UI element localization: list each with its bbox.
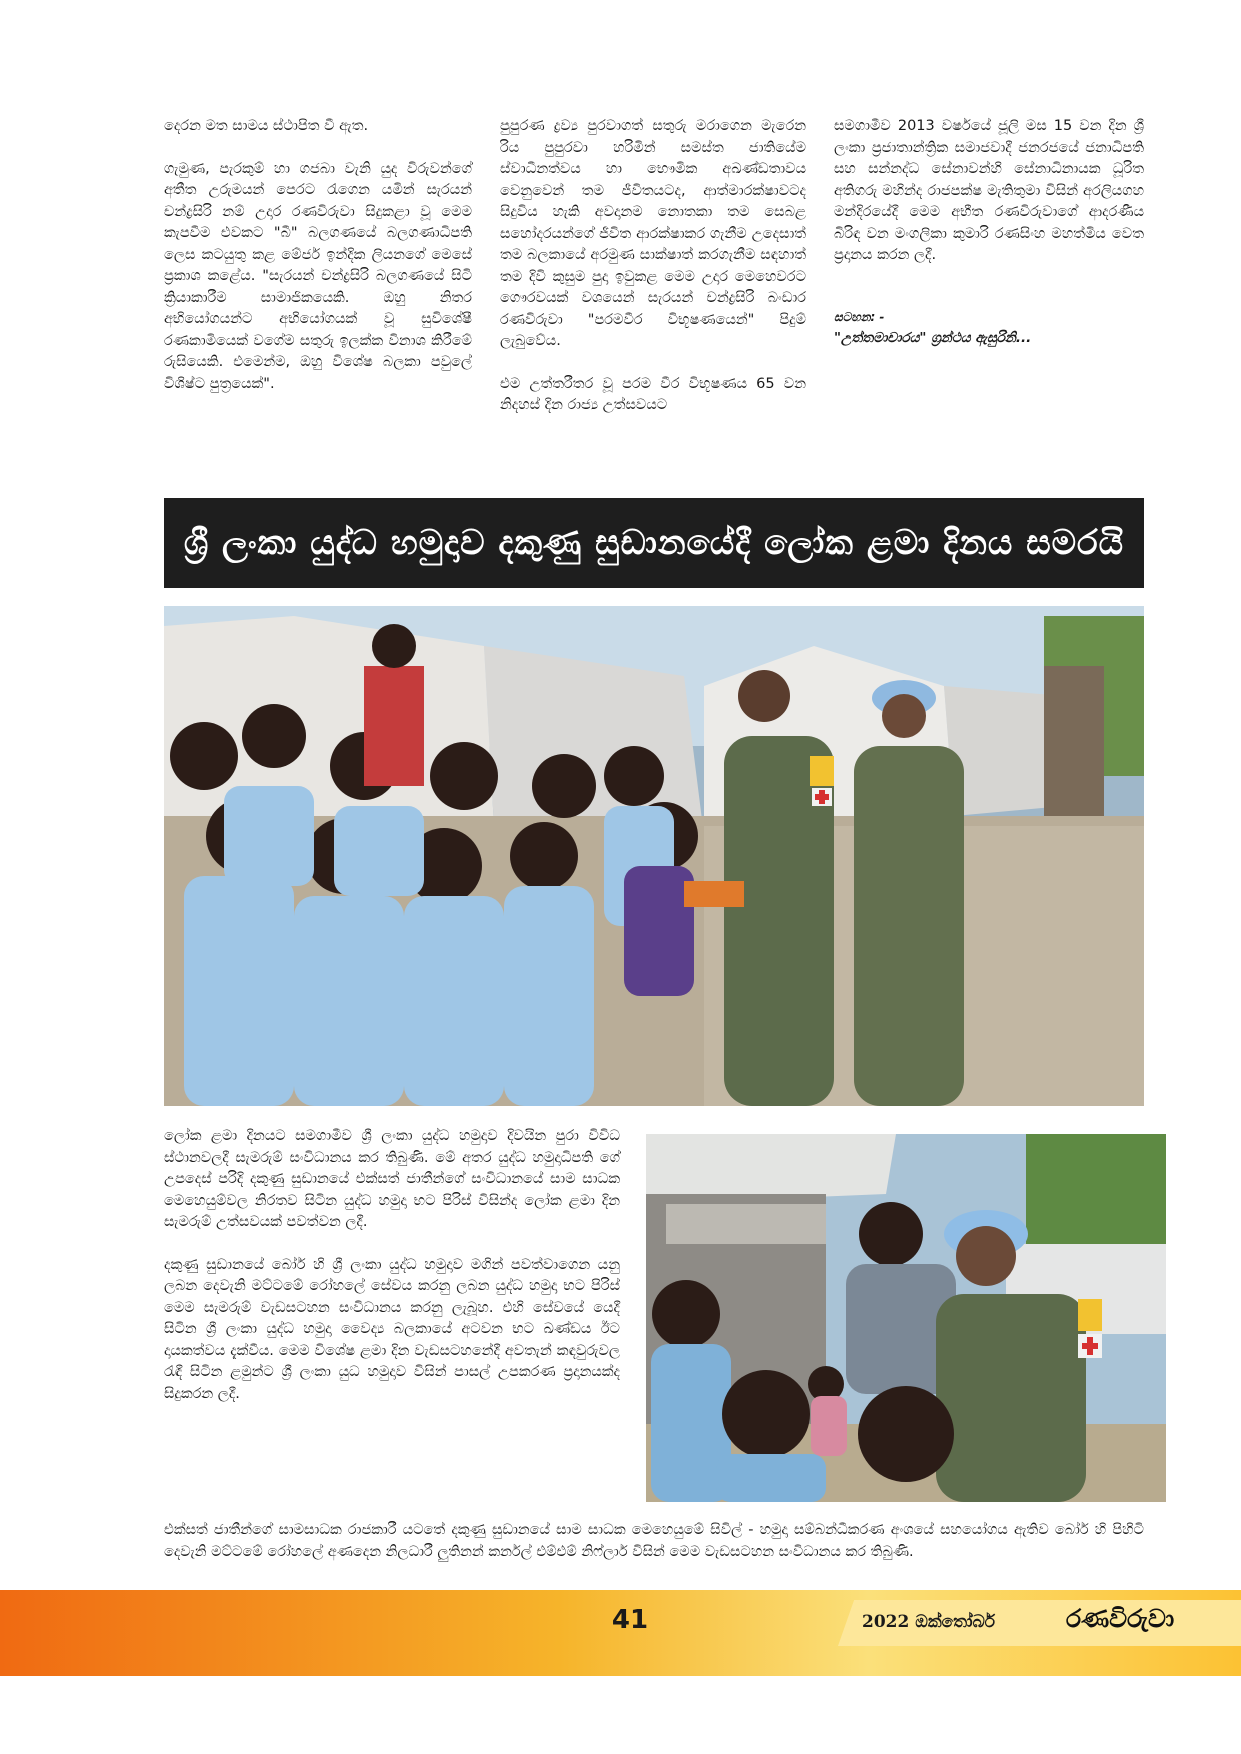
column-2-paragraph-2: එම උත්තරීතර වූ පරම වීර විභූෂණය 65 වන නිදහස් දින රාජ්‍ය උත්සවයට [500,375,806,413]
issue-date: 2022 ඔක්තෝබර් [862,1612,996,1632]
main-photo-children-receiving-gifts [164,606,1144,1106]
source-label: සටහන: - [834,309,885,324]
headline: ශ්‍රී ලංකා යුද්ධ හමුදාව දකුණු සුඩානයේදී ලෝක ළමා දිනය සමරයි [183,523,1125,563]
lower-paragraph-2: දකුණු සුඩානයේ බෝර් හි ශ්‍රී ලංකා යුද්ධ හමුදාව මගින් පවත්වාගෙන යනු ලබන දෙවැනි මට්ටමේ රෝහලේ සේවය කරනු ලබන යුද්ධ හමුදා භට පිරිස් මෙම සැමරුම් වැඩසටහන සංවිධානය කරනු ලැබූහ. එහි සේවයේ යෙදී සිටින ශ්‍රී ලංකා යුද්ධ හමුදා වෛද්‍ය බලකායේ අටවන භට ඛණ්ඩය ඊට දායකත්වය දැක්වීය. මෙම විශේෂ ළමා දින වැඩසටහනේදී අවතැන් කඳවුරුවල රැඳී සිටින ළමුන්ට ශ්‍රී ලංකා යුධ හමුදාව විසින් පාසල් උපකරණ ප්‍රදානයක්ද සිදුකරන ලදී. [164,1256,620,1402]
article-lower-left [164,1126,620,1426]
column-3-paragraph-1: සමගාමීව 2013 වර්ෂයේ ජූලි මස 15 වන දින ශ්‍රී ලංකා ප්‍රජාතාන්ත්‍රික සමාජවාදී ජනරජයේ ජනාධිපති සහ සන්නද්ධ සේනාවන්හි සේනාධිනායක ධූරිත අතිගරු මහින්ද රාජපක්ෂ මැතිතුමා විසින් අරලියගහ මන්දිරයේදී මෙම අභීත රණවිරුවාගේ ආදරණීය බිරිඳ වන මංගලිකා කුමාරි රණසිංහ මහත්මිය වෙත ප්‍රදානය කරන ලදී. [834,118,1144,263]
article-closing [164,1520,1144,1584]
column-2-paragraph-1: පුපුරණ ද්‍රව්‍ය පුරවාගත් සතුරු මරාගෙන මැරෙන රිය පුපුරවා හරිමින් සමස්ත ජාතියේම ස්වාධීනත්වය හා භෞමික අඛණ්ඩතාවය වෙනුවෙන් තම ජීවිතයටද, ආත්මාරක්ෂාවටද සිදුවිය හැකි අවදානම නොතකා තම සෙබළ සහෝදරයන්ගේ ජීවිත ආරක්ෂාකර ගැනීම උදෙසාත් තම බලකායේ අරමුණ සාක්ෂාත් කරගැනීම සඳහාත් තම දිවි කුසුම පුදා ඉවුකළ මෙම උදාර මෙහෙවරට ගෞරවයක් වශයෙන් සැරයන් චන්ද්‍රසිරි බංඩාර රණවිරුවා "පරමවීර විභූෂණයෙන්" පිදුම් ලැබුවේය. [500,118,806,349]
source-note [834,307,1144,349]
article-column-1 [164,116,472,416]
secondary-photo-peacekeeper-with-children [646,1134,1166,1502]
closing-paragraph: එක්සත් ජාතීන්ගේ සාමසාධක රාජකාරී යටතේ දකුණු සුඩානයේ සාම සාධක මෙහෙයුමේ සිවිල් - හමුදා සම්බන්ධීකරණ අංශයේ සහයෝගය ඇතිව බෝර් හි පිහිටි දෙවැනි මට්ටමේ රෝහලේ අණදෙන නිලධාරී ලුතිනන් කර්නල් එම්එම් නිෆ්ලාර් විසින් මෙම වැඩසටහන සංවිධානය කර තිබුණි. [164,1522,1144,1560]
article-column-2 [500,116,806,438]
secondary-photo-illustration [646,1134,1166,1502]
column-1-paragraph-1: දෙරන මත සාමය ස්ථාපිත වී ඇත. [164,118,369,134]
headline-banner [164,498,1144,588]
source-text: "උත්තමාචාරය" ග්‍රන්ථය ඇසුරිනි... [834,329,1032,346]
column-1-paragraph-2: ගැමුණ, පැරකුම් හා ගජබා වැනි යුද විරුවන්ගේ අතීත උරුමයන් පෙරට රැගෙන යමින් සැරයන් චන්ද්‍රසිරි නම් උදාර රණවිරුවා සිදුකළා වූ මෙම කැපවීම එවකට "බී" බලගණයේ බලගණාධිපති ලෙස කටයුතු කළ මේජර් ඉන්දික ලියනගේ මෙසේ ප්‍රකාශ කළේය. "සැරයන් චන්ද්‍රසිරි බලගණයේ සිටි ක්‍රියාකාරීම සාමාජිකයෙකි. ඔහු නිතර අභියෝගයන්ට අභියෝගයක් වූ සුවිශේෂී රණකාමියෙක් වගේම සතුරු ඉලක්ක විනාශ කිරීමේ රුසියෙකි. එමෙන්ම, ඔහු විශේෂ බලකා පවුලේ විශිෂ්ට පුත්‍රයෙක්". [164,160,472,392]
page-number: 41 [611,1605,649,1635]
main-photo-illustration [164,606,1144,1106]
article-column-3 [834,116,1144,349]
lower-paragraph-1: ලෝක ළමා දිනයට සමගාමීව ශ්‍රී ලංකා යුද්ධ හමුදාව දිවයින පුරා විවිධ ස්ථානවලදී සැමරුම් සංවිධානය කර තිබුණි. මේ අතර යුද්ධ හමුදාධිපති ගේ උපදෙස් පරිදි දකුණු සුඩානයේ එක්සත් ජාතීන්ගේ සංවිධානයේ සාම සාධක මෙහෙයුම්වල නිරතව සිටින යුද්ධ හමුදා භට පිරිස් විසින්ද ලෝක ළමා දින සැමරුම් උත්සවයක් පවත්වන ලදී. [164,1128,620,1230]
magazine-masthead: රණවිරුවා [1066,1604,1175,1633]
